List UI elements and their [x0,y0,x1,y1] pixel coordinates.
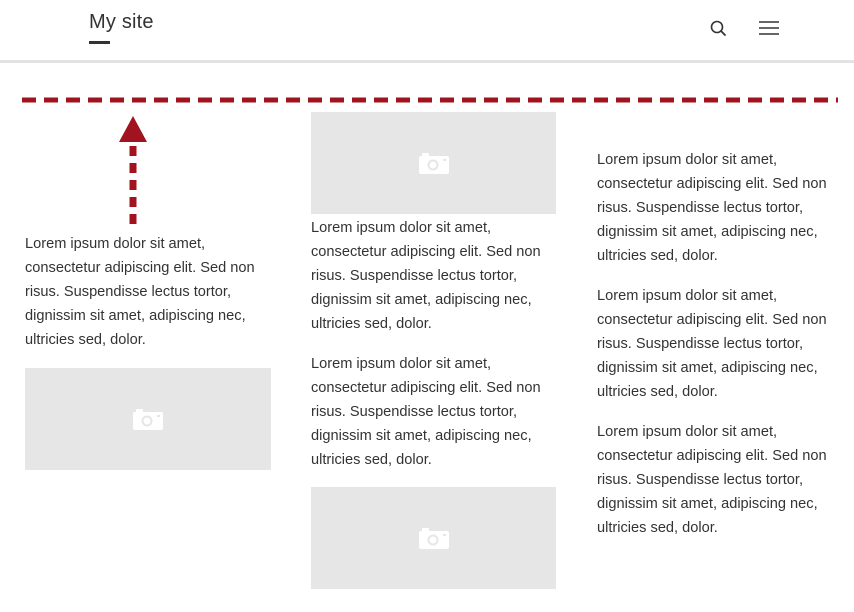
site-title-underline [89,41,110,44]
column-3-text-1: Lorem ipsum dolor sit amet, consectetur adipiscing elit. Sed non risus. Suspendisse lectus tortor, dignissim sit amet, adipiscing nec, ultricies sed, dolor. [597,152,827,264]
camera-icon [418,151,450,175]
column-2-text-2: Lorem ipsum dolor sit amet, consectetur adipiscing elit. Sed non risus. Suspendisse lectus tortor, dignissim sit amet, adipiscing nec, ultricies sed, dolor. [311,356,541,468]
hamburger-menu-icon [756,16,782,40]
column-2-image-placeholder-top [311,112,556,214]
arrow-up-icon [119,116,147,142]
column-3-text-3: Lorem ipsum dolor sit amet, consectetur adipiscing elit. Sed non risus. Suspendisse lectus tortor, dignissim sit amet, adipiscing nec, ultricies sed, dolor. [597,424,827,536]
column-2-image-placeholder-bottom [311,487,556,589]
camera-icon [132,407,164,431]
search-button[interactable] [706,16,730,40]
site-header [0,0,854,63]
camera-icon [418,526,450,550]
menu-button[interactable] [756,16,782,40]
site-title-link[interactable]: My site [89,11,154,33]
column-1-image-placeholder [25,368,271,470]
column-3-text-2: Lorem ipsum dolor sit amet, consectetur adipiscing elit. Sed non risus. Suspendisse lectus tortor, dignissim sit amet, adipiscing nec, ultricies sed, dolor. [597,288,827,400]
column-1-text-1: Lorem ipsum dolor sit amet, consectetur adipiscing elit. Sed non risus. Suspendisse lectus tortor, dignissim sit amet, adipiscing nec, ultricies sed, dolor. [25,236,255,348]
search-icon [706,16,730,40]
column-2-text-1: Lorem ipsum dolor sit amet, consectetur adipiscing elit. Sed non risus. Suspendisse lectus tortor, dignissim sit amet, adipiscing nec, ultricies sed, dolor. [311,220,541,332]
